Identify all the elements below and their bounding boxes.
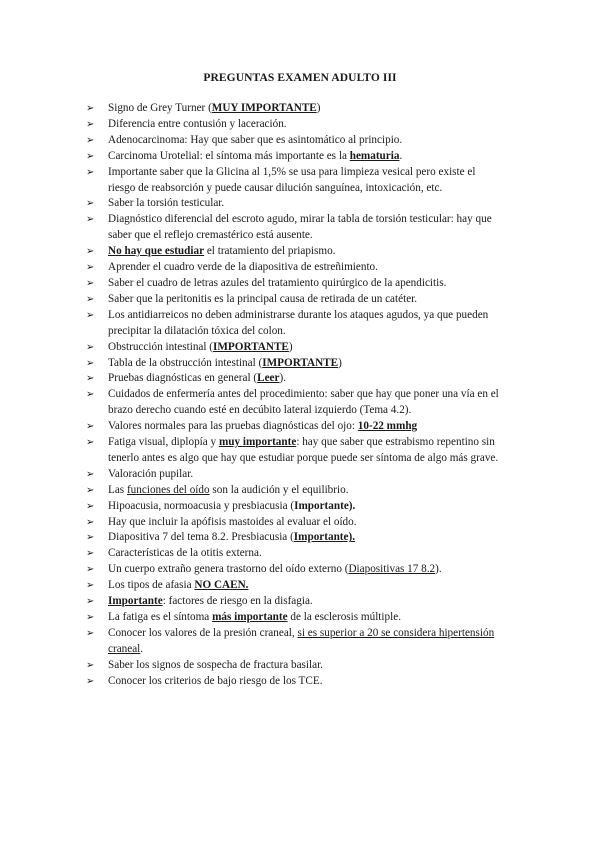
list-item (86, 499, 504, 515)
item-text: Tabla de la obstrucción intestinal ( (108, 356, 263, 369)
arrow-bullet-icon: ➢ (86, 596, 95, 608)
list-item (86, 276, 504, 292)
list-item (86, 165, 504, 197)
item-text: Signo de Grey Turner ( (108, 102, 212, 114)
item-text: Saber el cuadro de letras azules del tratamiento quirúrgico de la apendicitis. (108, 276, 447, 289)
item-text: La fatiga es el síntoma (108, 611, 213, 623)
arrow-bullet-icon: ➢ (86, 103, 95, 114)
item-text: Características de la otitis externa. (108, 547, 262, 560)
arrow-bullet-icon: ➢ (86, 612, 95, 623)
item-text: Saber la torsión testicular. (108, 197, 225, 210)
underlined-text: si es superior a 20 se considera hipertensión craneal (108, 626, 495, 655)
item-text: Un cuerpo extraño genera trastorno del oído externo ( (108, 563, 349, 576)
list-item (86, 356, 504, 372)
arrow-bullet-icon: ➢ (86, 627, 95, 639)
item-text: Pruebas diagnósticas en general ( (108, 372, 258, 385)
item-text: Obstrucción intestinal ( (108, 340, 214, 353)
emphasis-text: Importante). (294, 499, 356, 512)
list-item (86, 562, 504, 578)
list-item (86, 244, 504, 260)
list-item (86, 340, 504, 356)
underlined-text: funciones del oído (126, 483, 210, 496)
list-item (86, 133, 504, 149)
arrow-bullet-icon: ➢ (86, 532, 95, 544)
item-text-tail: . (140, 642, 144, 655)
item-text: Cuidados de enfermería antes del procedimiento: saber que hay que poner una vía en el brazo derecho cuando esté en decúbito lateral izquierdo (Tema 4.2). (108, 388, 499, 417)
arrow-bullet-icon: ➢ (86, 134, 95, 146)
emphasis-text: NO CAEN. (194, 579, 249, 592)
arrow-bullet-icon: ➢ (86, 437, 95, 449)
arrow-bullet-icon: ➢ (86, 500, 95, 512)
item-text-tail: ) (288, 340, 293, 353)
emphasis-text: No hay que estudiar (108, 245, 205, 258)
item-text: Saber que la peritonitis es la principal causa de retirada de un catéter. (108, 292, 418, 305)
list-item (86, 101, 504, 117)
item-text-tail: ). (279, 372, 287, 385)
item-text: Hay que incluir la apófisis mastoides al evaluar el oído. (108, 515, 357, 528)
list-item (86, 371, 504, 387)
emphasis-text: Importante (108, 595, 163, 608)
emphasis-text: Importante). (293, 531, 356, 544)
arrow-bullet-icon: ➢ (86, 548, 95, 560)
item-text: Los tipos de afasia (108, 579, 195, 592)
item-text: Conocer los criterios de bajo riesgo de los TCE. (108, 674, 323, 687)
item-text-tail: son la audición y el equilibrio. (209, 483, 349, 496)
arrow-bullet-icon: ➢ (86, 277, 95, 289)
list-item (86, 594, 504, 610)
item-text: Valoración pupilar. (108, 467, 194, 480)
item-text-tail: : factores de riesgo en la disfagia. (162, 595, 313, 608)
arrow-bullet-icon: ➢ (86, 564, 95, 576)
list-item (86, 610, 504, 626)
item-text: Aprender el cuadro verde de la diapositiva de estreñimiento. (108, 261, 378, 274)
emphasis-text: MUY IMPORTANTE (211, 102, 317, 114)
arrow-bullet-icon: ➢ (86, 373, 95, 385)
emphasis-text: 10-22 mmhg (357, 420, 418, 433)
list-item (86, 292, 504, 308)
list-item (86, 515, 504, 531)
item-text: Importante saber que la Glicina al 1,5% se usa para limpieza vesical pero existe el riesgo de reabsorción y puede causar dilución sanguínea, intoxicación, etc. (108, 165, 476, 194)
emphasis-text: IMPORTANTE (262, 356, 339, 369)
arrow-bullet-icon: ➢ (86, 214, 95, 226)
arrow-bullet-icon: ➢ (86, 118, 95, 130)
emphasis-text: Leer (257, 372, 280, 385)
item-text-tail: : hay que saber que estrabismo repentino sin tenerlo antes es algo que hay que estudiar porque puede ser síntoma de algo más grave. (108, 436, 499, 464)
list-item (86, 674, 504, 690)
list-item (86, 308, 504, 340)
item-text: Adenocarcinoma: Hay que saber que es asintomático al principio. (108, 133, 403, 146)
arrow-bullet-icon: ➢ (86, 166, 95, 178)
item-text: Hipoacusia, normoacusia y presbiacusia ( (108, 499, 295, 512)
list-item (86, 419, 504, 435)
emphasis-text: hematuria (349, 149, 400, 162)
arrow-bullet-icon: ➢ (86, 484, 95, 496)
item-text-tail: ) (338, 356, 342, 369)
item-text: Saber los signos de sospecha de fractura basilar. (108, 658, 323, 671)
list-item (86, 260, 504, 276)
arrow-bullet-icon: ➢ (86, 262, 95, 274)
item-text: Fatiga visual, diplopía y (108, 436, 219, 449)
item-text: Valores normales para las pruebas diagnósticas del ojo: (108, 420, 358, 433)
list-item (86, 530, 504, 546)
item-text-tail: el tratamiento del priapismo. (204, 245, 336, 258)
arrow-bullet-icon: ➢ (86, 389, 95, 401)
arrow-bullet-icon: ➢ (86, 468, 95, 480)
item-text-tail: ). (435, 563, 442, 576)
list-item (86, 483, 504, 499)
item-text: Los antidiarreicos no deben administrarse durante los ataques agudos, ya que pueden precipitar la dilatación tóxica del colon. (108, 308, 489, 337)
arrow-bullet-icon: ➢ (86, 659, 95, 671)
list-item (86, 212, 504, 244)
item-text: Las (108, 483, 127, 496)
item-text: Conocer los valores de la presión craneal, (108, 626, 298, 639)
list-item (86, 435, 504, 467)
arrow-bullet-icon: ➢ (86, 357, 95, 369)
page-title: PREGUNTAS EXAMEN ADULTO III (203, 72, 397, 84)
arrow-bullet-icon: ➢ (86, 516, 95, 528)
list-item (86, 387, 504, 419)
emphasis-text: más importante (212, 611, 288, 623)
list-item (86, 658, 504, 674)
item-text: Diapositiva 7 del tema 8.2. Presbiacusia ( (108, 531, 294, 544)
arrow-bullet-icon: ➢ (86, 421, 95, 433)
list-item (86, 578, 504, 594)
item-text-tail: . (399, 149, 403, 162)
item-text: Diagnóstico diferencial del escroto agudo, mirar la tabla de torsión testicular: hay que saber que el reflejo cremastérico está ausente. (108, 213, 492, 242)
item-text: Carcinoma Urotelial: el síntoma más importante es la (108, 149, 350, 162)
list-item (86, 626, 504, 658)
list-item (86, 546, 504, 562)
list-item (86, 196, 504, 212)
questions-list (86, 101, 504, 690)
arrow-bullet-icon: ➢ (86, 293, 95, 305)
underlined-text: Diapositivas 17 8.2 (348, 563, 436, 576)
arrow-bullet-icon: ➢ (86, 198, 95, 210)
item-text-tail: de la esclerosis múltiple. (287, 611, 401, 623)
arrow-bullet-icon: ➢ (86, 150, 95, 162)
list-item (86, 467, 504, 483)
arrow-bullet-icon: ➢ (86, 309, 95, 321)
arrow-bullet-icon: ➢ (86, 675, 95, 687)
arrow-bullet-icon: ➢ (86, 580, 95, 592)
list-item (86, 117, 504, 133)
list-item (86, 149, 504, 165)
arrow-bullet-icon: ➢ (86, 341, 95, 353)
item-text: Diferencia entre contusión y laceración. (108, 117, 287, 130)
emphasis-text: muy importante (218, 436, 297, 449)
emphasis-text: IMPORTANTE (213, 340, 289, 353)
item-text-tail: ) (316, 102, 321, 114)
arrow-bullet-icon: ➢ (86, 246, 95, 258)
